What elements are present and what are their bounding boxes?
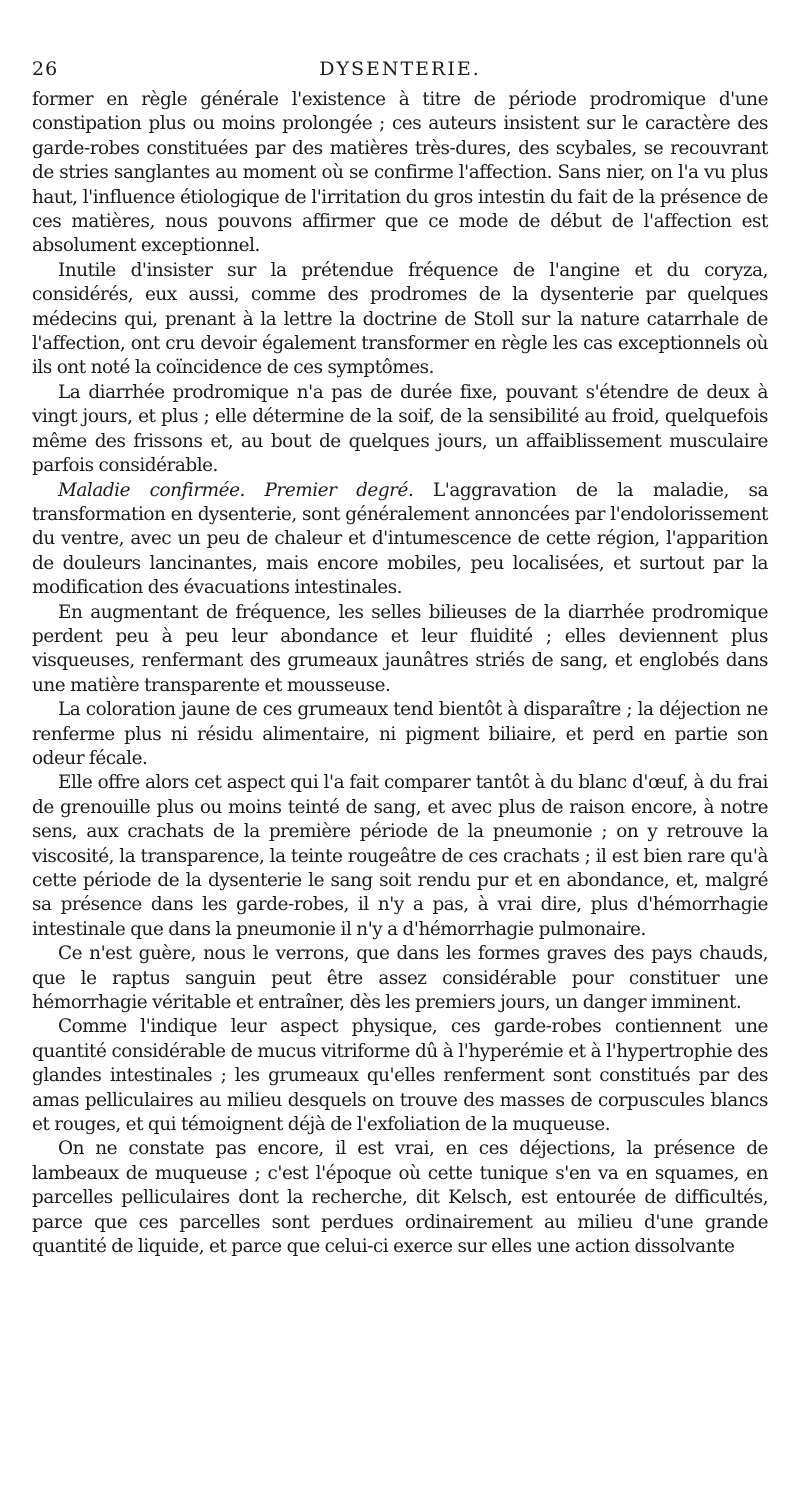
page-number: 26 [32, 58, 59, 80]
paragraph-text: former en règle générale l'existence à titre de période prodromique d'une constipation plus ou moins prolongée ; ces auteurs insistent sur le caractère des garde-robes constituées par des matières très-dures, des scybales, se recouvrant de stries sanglantes au moment où se confirme l'affection. Sans nier, on l'a vu plus haut, l'influence étiologique de l'irritation du gros intestin du fait de la présence de ces matières, nous pouvons affirmer que ce mode de début de l'affection est absolument exceptionnel. [32, 89, 768, 257]
paragraph-text: On ne constate pas encore, il est vrai, en ces déjections, la présence de lambeaux de muqueuse ; c'est l'époque où cette tunique s'en va en squames, en parcelles pelliculaires dont la recherche, dit Kelsch, est entourée de difficultés, parce que ces parcelles sont perdues ordinairement au milieu d'une grande quantité de liquide, et parce que celui-ci exerce sur elles une action dissolvante [32, 1138, 768, 1258]
paragraph-text: Ce n'est guère, nous le verrons, que dans les formes graves des pays chauds, que le raptus sanguin peut être assez considérable pour constituer une hémorrhagie véritable et entraîner, dès les premiers jours, un danger imminent. [32, 943, 768, 1014]
paragraph-2 [32, 259, 768, 381]
paragraph-6 [32, 698, 768, 771]
paragraph-text: L'aggravation de la maladie, sa transformation en dysenterie, sont généralement annoncées par l'endolorissement du ventre, avec un peu de chaleur et d'intumescence de cette région, l'apparition de douleurs lancinantes, mais encore mobiles, peu localisées, et surtout par la modification des évacuations intestinales. [32, 479, 768, 599]
paragraph-text: Comme l'indique leur aspect physique, ces garde-robes contiennent une quantité considérable de mucus vitriforme dû à l'hyperémie et à l'hypertrophie des glandes intestinales ; les grumeaux qu'elles renferment sont constitués par des amas pelliculaires au milieu desquels on trouve des masses de corpuscules blancs et rouges, et qui témoignent déjà de l'exfoliation de la muqueuse. [32, 1016, 768, 1136]
paragraph-5 [32, 601, 768, 699]
body-text [32, 88, 768, 1260]
paragraph-3 [32, 381, 768, 479]
running-head [32, 58, 768, 88]
paragraph-8 [32, 942, 768, 1015]
paragraph-text: Inutile d'insister sur la prétendue fréquence de l'angine et du coryza, considérés, eux aussi, comme des prodromes de la dysenterie par quelques médecins qui, prenant à la lettre la doctrine de Stoll sur la nature catarrhale de l'affection, ont cru devoir également transformer en règle les cas exceptionnels où ils ont noté la coïncidence de ces symptômes. [32, 259, 768, 379]
book-page [32, 58, 768, 1260]
paragraph-text: La diarrhée prodromique n'a pas de durée fixe, pouvant s'étendre de deux à vingt jours, et plus ; elle détermine de la soif, de la sensibilité au froid, quelquefois même des frissons et, au bout de quelques jours, un affaiblissement musculaire parfois considérable. [32, 381, 768, 477]
paragraph-1 [32, 88, 768, 259]
paragraph-9 [32, 1015, 768, 1137]
paragraph-text: En augmentant de fréquence, les selles bilieuses de la diarrhée prodromique perdent peu à peu leur abondance et leur fluidité ; elles deviennent plus visqueuses, renfermant des grumeaux jaunâtres striés de sang, et englobés dans une matière transparente et mousseuse. [32, 601, 768, 696]
paragraph-4 [32, 479, 768, 601]
paragraph-text: Elle offre alors cet aspect qui l'a fait comparer tantôt à du blanc d'œuf, à du frai de grenouille plus ou moins teinté de sang, et avec plus de raison encore, à notre sens, aux crachats de la première période de la pneumonie ; on y retrouve la viscosité, la transparence, la teinte rougeâtre de ces crachats ; il est bien rare qu'à cette période de la dysenterie le sang soit rendu pur et en abondance, et, malgré sa présence dans les garde-robes, il n'y a pas, à vrai dire, plus d'hémorrhagie intestinale que dans la pneumonie il n'y a d'hémorrhagie pulmonaire. [32, 772, 768, 940]
paragraph-7 [32, 771, 768, 942]
running-title: DYSENTERIE. [319, 58, 481, 80]
section-heading-italic: Maladie confirmée. Premier degré. [58, 479, 414, 501]
paragraph-text: La coloration jaune de ces grumeaux tend bientôt à disparaître ; la déjection ne renferme plus ni résidu alimentaire, ni pigment biliaire, et perd en partie son odeur fécale. [32, 699, 768, 769]
paragraph-10 [32, 1137, 768, 1259]
